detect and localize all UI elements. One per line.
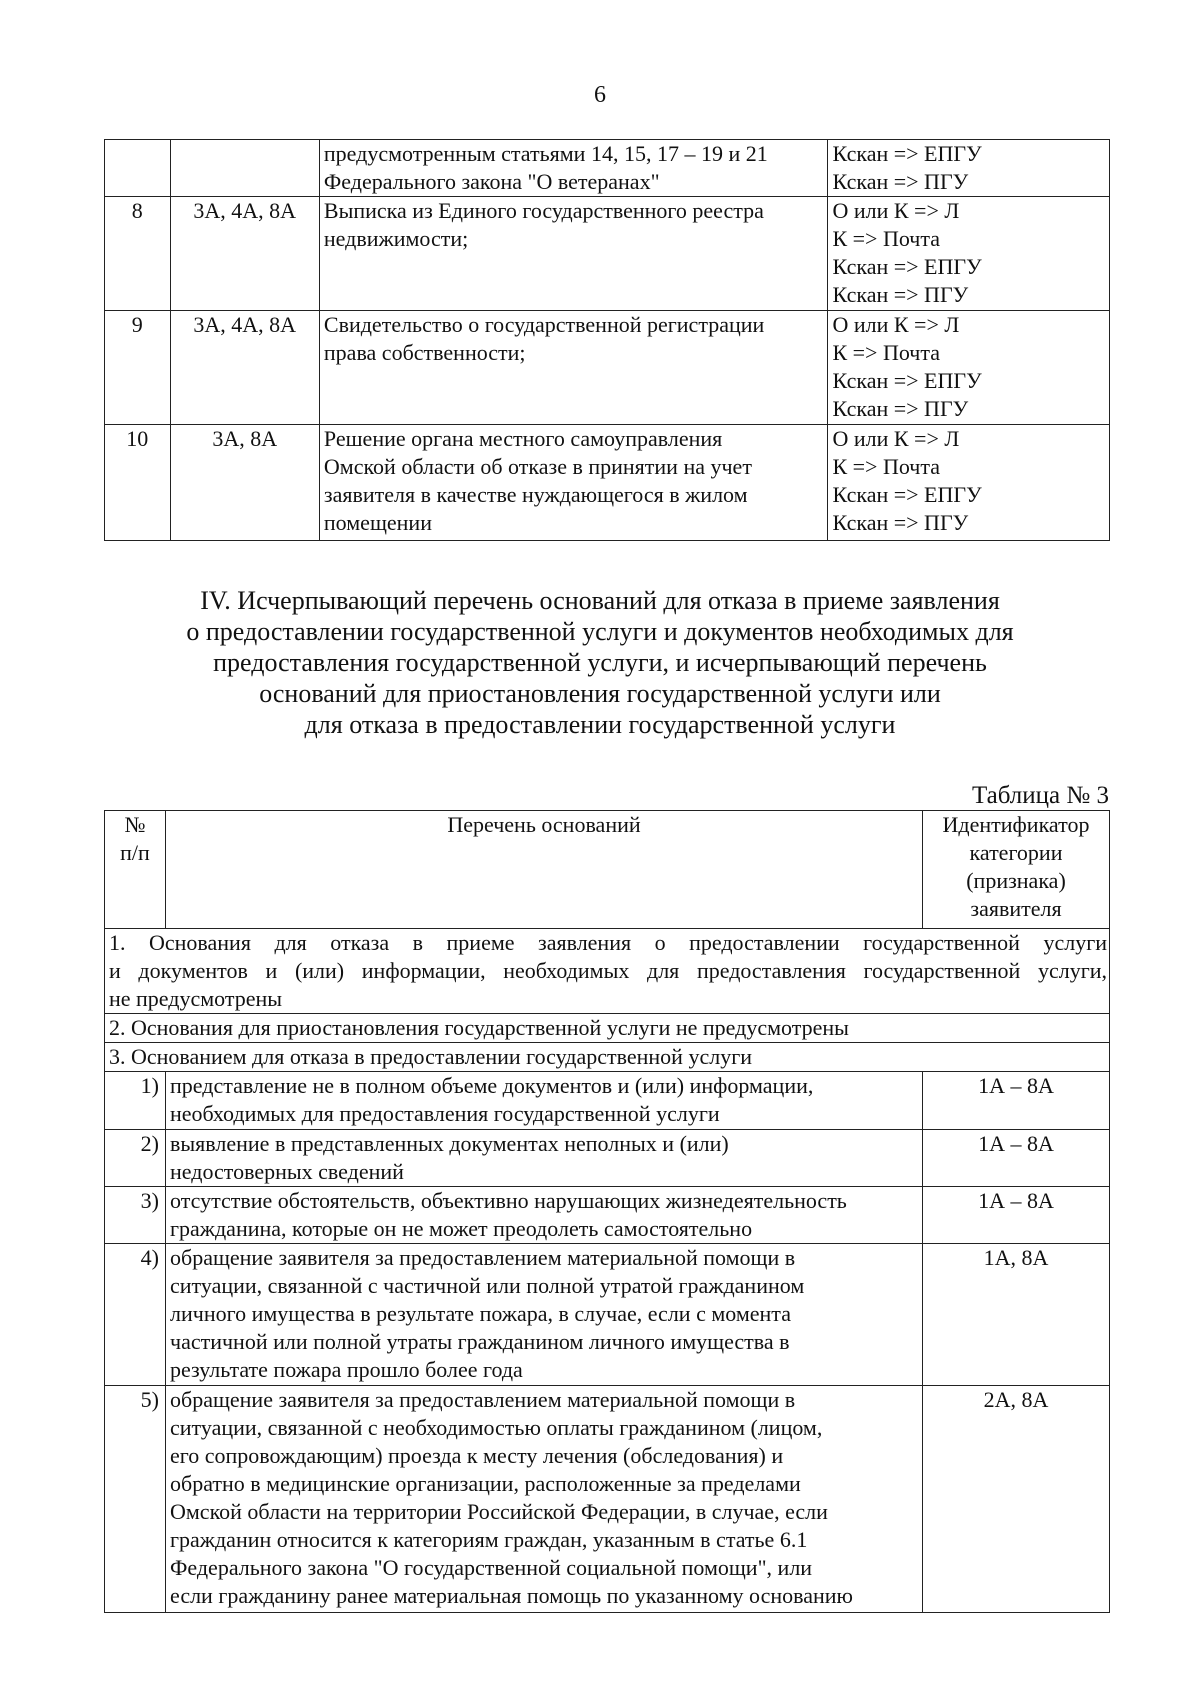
group-2: 2. Основания для приостановления государственной услуги не предусмотрены [105, 1014, 1110, 1043]
text-line: выявление в представленных документах неполных и (или) [170, 1131, 729, 1156]
row-delivery [828, 425, 1110, 541]
text-line: К => Почта [832, 454, 940, 479]
header-identifier [923, 811, 1110, 929]
text-line: К => Почта [832, 226, 940, 251]
text-line: Федерального закона "О государственной социальной помощи", или [170, 1555, 813, 1580]
text-line: личного имущества в результате пожара, в случае, если с момента [170, 1301, 791, 1326]
row-number: 5) [105, 1386, 166, 1613]
text-line: если гражданину ранее материальная помощь по указанному основанию [170, 1583, 853, 1608]
row-delivery [828, 197, 1110, 311]
row-text [166, 1244, 923, 1386]
text-line: Свидетельство о государственной регистрации [323, 312, 765, 337]
text-line: обратно в медицинские организации, расположенные за пределами [170, 1471, 801, 1496]
text-line: О или К => Л [832, 198, 960, 223]
text-line: отсутствие обстоятельств, объективно нарушающих жизнедеятельность [170, 1188, 847, 1213]
text-line: его сопровождающим) проезда к месту лечения (обследования) и [170, 1443, 784, 1468]
text-line: гражданин относится к категориям граждан, указанным в статье 6.1 [170, 1527, 808, 1552]
group-row [105, 1043, 1110, 1072]
row-number [105, 140, 171, 197]
table-row [105, 1130, 1110, 1187]
text-line: помещении [323, 510, 432, 535]
text-line: Кскан => ЕПГУ [832, 368, 982, 393]
text-line: Кскан => ЕПГУ [832, 482, 982, 507]
title-line: оснований для приостановления государственной услуги или [259, 679, 941, 708]
table-row [105, 1244, 1110, 1386]
table-row [105, 1187, 1110, 1244]
table-row [105, 425, 1110, 541]
row-document [319, 140, 828, 197]
row-number: 2) [105, 1130, 166, 1187]
table-row [105, 311, 1110, 425]
row-text [166, 1187, 923, 1244]
row-identifier: 1А, 8А [923, 1244, 1110, 1386]
row-number: 3) [105, 1187, 166, 1244]
text-line: Кскан => ПГУ [832, 169, 969, 194]
text-line: Омской области об отказе в принятии на учет [323, 454, 752, 479]
row-number: 1) [105, 1072, 166, 1130]
group-row [105, 929, 1110, 1014]
text-line: частичной или полной утраты гражданином личного имущества в [170, 1329, 790, 1354]
row-categories: 3А, 4А, 8А [170, 197, 319, 311]
row-number: 9 [105, 311, 171, 425]
text-line: ситуации, связанной с необходимостью оплаты гражданином (лицом, [170, 1415, 823, 1440]
group-3: 3. Основанием для отказа в предоставлении государственной услуги [105, 1043, 1110, 1072]
documents-table [104, 139, 1110, 541]
text-line: не предусмотрены [109, 986, 283, 1011]
text-line: и документов и (или) информации, необходимых для предоставления государственной услуги, [109, 958, 1107, 983]
row-categories: 3А, 4А, 8А [170, 311, 319, 425]
text-line: Кскан => ЕПГУ [832, 141, 982, 166]
text-line: ситуации, связанной с частичной или полной утратой гражданином [170, 1273, 805, 1298]
text-line: Решение органа местного самоуправления [323, 426, 723, 451]
row-identifier: 2А, 8А [923, 1386, 1110, 1613]
text-line: Кскан => ПГУ [832, 282, 969, 307]
table-row [105, 197, 1110, 311]
table-row [105, 1072, 1110, 1130]
row-identifier: 1А – 8А [923, 1072, 1110, 1130]
group-1 [105, 929, 1110, 1014]
table-caption: Таблица № 3 [971, 782, 1109, 809]
text-line: Омской области на территории Российской Федерации, в случае, если [170, 1499, 828, 1524]
text-line: обращение заявителя за предоставлением материальной помощи в [170, 1245, 796, 1270]
table-row [105, 1386, 1110, 1613]
page-number: 6 [594, 82, 606, 108]
text-line: Выписка из Единого государственного реестра [323, 198, 764, 223]
text-line: гражданина, которые он не может преодолеть самостоятельно [170, 1216, 753, 1241]
group-row [105, 1014, 1110, 1043]
row-number: 8 [105, 197, 171, 311]
text-line: К => Почта [832, 340, 940, 365]
header-line: № [124, 812, 146, 837]
title-line: для отказа в предоставлении государственной услуги [304, 710, 896, 739]
row-delivery [828, 140, 1110, 197]
row-text [166, 1130, 923, 1187]
row-number: 10 [105, 425, 171, 541]
header-line: категории [969, 840, 1063, 865]
text-line: заявителя в качестве нуждающегося в жилом [323, 482, 748, 507]
row-document [319, 197, 828, 311]
row-identifier: 1А – 8А [923, 1130, 1110, 1187]
header-line: заявителя [970, 896, 1062, 921]
text-line: необходимых для предоставления государственной услуги [170, 1101, 720, 1126]
row-categories: 3А, 8А [170, 425, 319, 541]
header-number [105, 811, 166, 929]
text-line: Федерального закона "О ветеранах" [323, 169, 660, 194]
text-line: О или К => Л [832, 426, 960, 451]
text-line: Кскан => ЕПГУ [832, 254, 982, 279]
text-line: представление не в полном объеме документов и (или) информации, [170, 1073, 814, 1098]
row-text [166, 1386, 923, 1613]
text-line: Кскан => ПГУ [832, 510, 969, 535]
title-line: IV. Исчерпывающий перечень оснований для отказа в приеме заявления [200, 586, 1000, 615]
row-identifier: 1А – 8А [923, 1187, 1110, 1244]
text-line: результате пожара прошло более года [170, 1357, 523, 1382]
title-line: предоставления государственной услуги, и исчерпывающий перечень [213, 648, 987, 677]
title-line: о предоставлении государственной услуги и документов необходимых для [186, 617, 1014, 646]
text-line: недвижимости; [323, 226, 469, 251]
header-grounds: Перечень оснований [166, 811, 923, 929]
row-document [319, 425, 828, 541]
row-categories [170, 140, 319, 197]
row-text [166, 1072, 923, 1130]
header-line: п/п [120, 840, 150, 865]
header-line: Идентификатор [942, 812, 1090, 837]
row-number: 4) [105, 1244, 166, 1386]
header-row [105, 811, 1110, 929]
text-line: недостоверных сведений [170, 1159, 404, 1184]
text-line: 1. Основания для отказа в приеме заявления о предоставлении государственной услуги [109, 930, 1107, 955]
text-line: обращение заявителя за предоставлением материальной помощи в [170, 1387, 796, 1412]
table-row [105, 140, 1110, 197]
row-document [319, 311, 828, 425]
header-line: (признака) [966, 868, 1066, 893]
text-line: предусмотренным статьями 14, 15, 17 – 19 и 21 [323, 141, 768, 166]
row-delivery [828, 311, 1110, 425]
text-line: О или К => Л [832, 312, 960, 337]
text-line: Кскан => ПГУ [832, 396, 969, 421]
section-title [100, 585, 1100, 740]
text-line: права собственности; [323, 340, 526, 365]
grounds-table [104, 810, 1110, 1613]
